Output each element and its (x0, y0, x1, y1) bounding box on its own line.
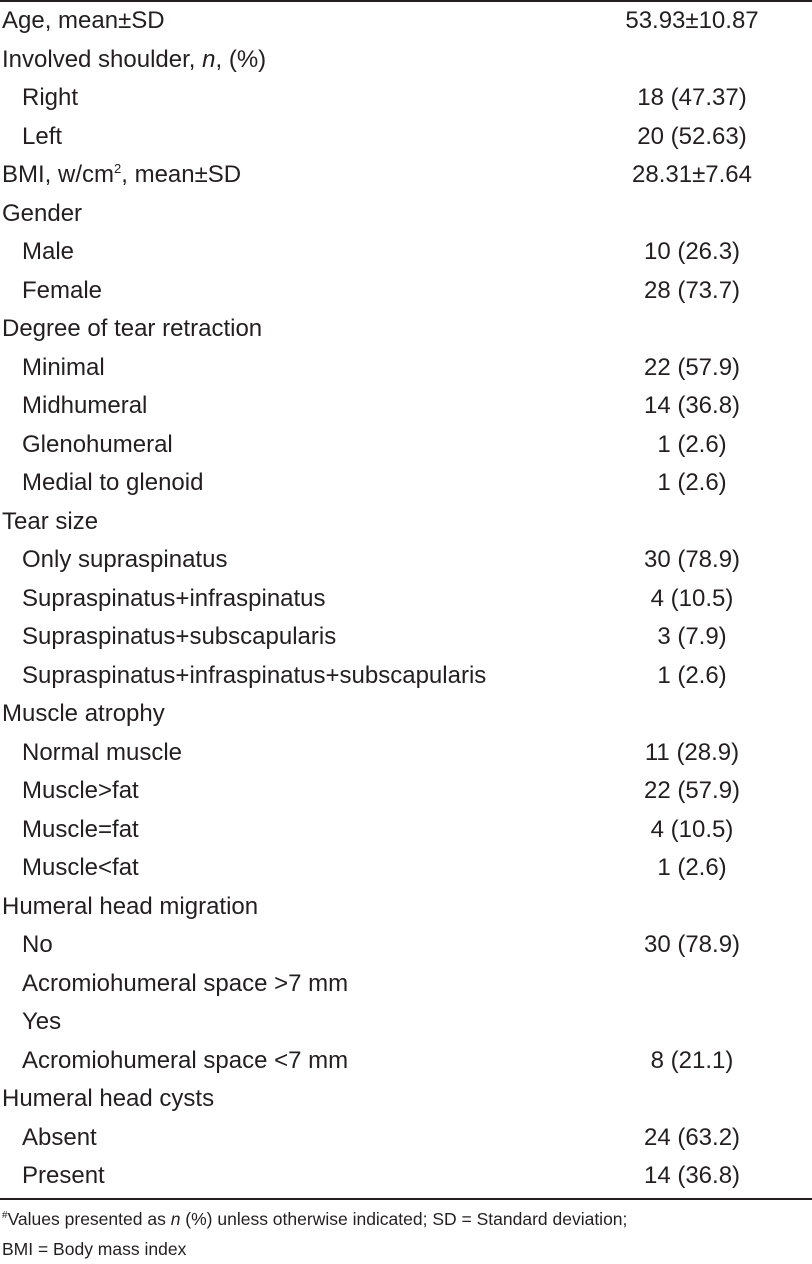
row-value: 1 (2.6) (657, 430, 727, 458)
footnote-mark: # (2, 1209, 8, 1221)
table-row (0, 926, 812, 965)
table-row (0, 1080, 812, 1119)
row-label-text: Acromiohumeral space >7 mm (22, 969, 349, 997)
table-row (0, 1042, 812, 1081)
table-row (0, 695, 812, 734)
row-value: 4 (10.5) (650, 815, 734, 843)
table-row (0, 195, 812, 234)
row-label-text: Midhumeral (22, 392, 148, 420)
row-label (0, 464, 572, 502)
row-label (0, 849, 572, 887)
table-row (0, 541, 812, 580)
row-label (0, 1119, 572, 1157)
row-label-text: Supraspinatus+infraspinatus (22, 584, 326, 612)
table-row (0, 580, 812, 619)
row-value: 1 (2.6) (657, 469, 727, 497)
table-row (0, 41, 812, 80)
row-label-text: Present (22, 1162, 105, 1190)
row-label (0, 41, 572, 79)
table-body (0, 2, 812, 1196)
row-label (0, 272, 572, 310)
row-label (0, 2, 572, 40)
row-label (0, 503, 572, 541)
row-value: 53.93±10.87 (625, 7, 759, 35)
table-row (0, 811, 812, 850)
row-label-text: Supraspinatus+infraspinatus+subscapularis (22, 661, 487, 689)
table-row (0, 349, 812, 388)
row-label-text: Only supraspinatus (22, 546, 228, 574)
table-row (0, 849, 812, 888)
row-label-text: Absent (22, 1123, 97, 1151)
row-label-text: Glenohumeral (22, 430, 173, 458)
row-label-text: Humeral head cysts (2, 1085, 215, 1113)
row-value: 28 (73.7) (643, 276, 741, 304)
row-label-text: Normal muscle (22, 738, 183, 766)
row-label-text: Gender (2, 199, 83, 227)
row-label (0, 1042, 572, 1080)
row-value: 1 (2.6) (657, 661, 727, 689)
table-row (0, 618, 812, 657)
row-label-text: Degree of tear retraction (2, 315, 263, 343)
footnote-text-italic: n (170, 1208, 181, 1229)
table-row (0, 156, 812, 195)
row-label (0, 888, 572, 926)
row-value: 10 (26.3) (643, 238, 741, 266)
table-row (0, 888, 812, 927)
row-label-text: Muscle<fat (22, 854, 139, 882)
footnote-line-1 (2, 1204, 812, 1234)
table-row (0, 387, 812, 426)
row-label (0, 1003, 572, 1041)
row-label (0, 734, 572, 772)
table-row (0, 464, 812, 503)
row-label (0, 195, 572, 233)
row-value: 18 (47.37) (637, 84, 747, 112)
table-row (0, 1157, 812, 1196)
row-label-text: Muscle=fat (22, 815, 139, 843)
row-label-text: Muscle>fat (22, 777, 139, 805)
row-label-text: Female (22, 276, 103, 304)
row-value: 28.31±7.64 (632, 161, 752, 189)
row-value: 11 (28.9) (644, 738, 740, 766)
table-row (0, 1003, 812, 1042)
row-label-text: Age, mean±SD (2, 7, 165, 35)
row-label-text: No (22, 931, 53, 959)
table-row (0, 310, 812, 349)
footnote-text-post: (%) unless otherwise indicated; SD = Standard deviation; (180, 1208, 628, 1229)
row-label (0, 1080, 572, 1118)
footnote-text-pre: Values presented as (7, 1208, 171, 1229)
row-label (0, 79, 572, 117)
table-row (0, 772, 812, 811)
row-label-text: , mean±SD (121, 161, 242, 189)
row-label (0, 310, 572, 348)
row-label-text: BMI, w/cm (2, 161, 114, 189)
row-label-text: Yes (22, 1008, 62, 1036)
row-label (0, 426, 572, 464)
row-label-text: Involved shoulder, (2, 45, 203, 73)
table-row (0, 503, 812, 542)
row-label-text: Muscle atrophy (2, 700, 165, 728)
row-label (0, 772, 572, 810)
row-label (0, 349, 572, 387)
table-row (0, 272, 812, 311)
row-label-text: Medial to glenoid (22, 469, 204, 497)
row-value: 8 (21.1) (650, 1046, 734, 1074)
row-value: 4 (10.5) (650, 584, 734, 612)
row-value: 24 (63.2) (643, 1123, 741, 1151)
table-row (0, 233, 812, 272)
row-label (0, 156, 572, 194)
row-label (0, 811, 572, 849)
row-label (0, 926, 572, 964)
row-label-text: Tear size (2, 507, 99, 535)
row-label (0, 618, 572, 656)
row-value: 22 (57.9) (643, 353, 741, 381)
row-label-superscript: 2 (114, 161, 122, 177)
table-row (0, 657, 812, 696)
table-row (0, 118, 812, 157)
row-value: 14 (36.8) (643, 1162, 741, 1190)
row-label-text: Supraspinatus+subscapularis (22, 623, 337, 651)
row-value: 20 (52.63) (637, 122, 747, 150)
row-value: 30 (78.9) (643, 546, 741, 574)
row-label (0, 965, 572, 1003)
row-label (0, 233, 572, 271)
row-label-text: Male (22, 238, 75, 266)
row-label (0, 695, 572, 733)
row-label (0, 1157, 572, 1195)
row-label-text: Acromiohumeral space <7 mm (22, 1046, 349, 1074)
row-label (0, 541, 572, 579)
footnote-line-2: BMI = Body mass index (2, 1238, 187, 1259)
row-label-italic: n (202, 45, 216, 73)
row-label-text: Humeral head migration (2, 892, 259, 920)
row-value: 14 (36.8) (643, 392, 741, 420)
row-value: 3 (7.9) (657, 623, 727, 651)
row-label (0, 580, 572, 618)
row-label (0, 657, 572, 695)
table-row (0, 79, 812, 118)
table-footnote (0, 1204, 812, 1264)
row-label (0, 118, 572, 156)
table-row (0, 426, 812, 465)
row-value: 30 (78.9) (643, 931, 741, 959)
row-label-text: Left (22, 122, 63, 150)
row-value: 1 (2.6) (657, 854, 727, 882)
row-label (0, 387, 572, 425)
table-bottom-rule (0, 1198, 812, 1200)
table-row (0, 1119, 812, 1158)
table-row (0, 734, 812, 773)
row-label-text: Minimal (22, 353, 105, 381)
row-value: 22 (57.9) (643, 777, 741, 805)
row-label-text: , (%) (215, 45, 267, 73)
table-row (0, 965, 812, 1004)
row-label-text: Right (22, 84, 79, 112)
table-row (0, 2, 812, 41)
